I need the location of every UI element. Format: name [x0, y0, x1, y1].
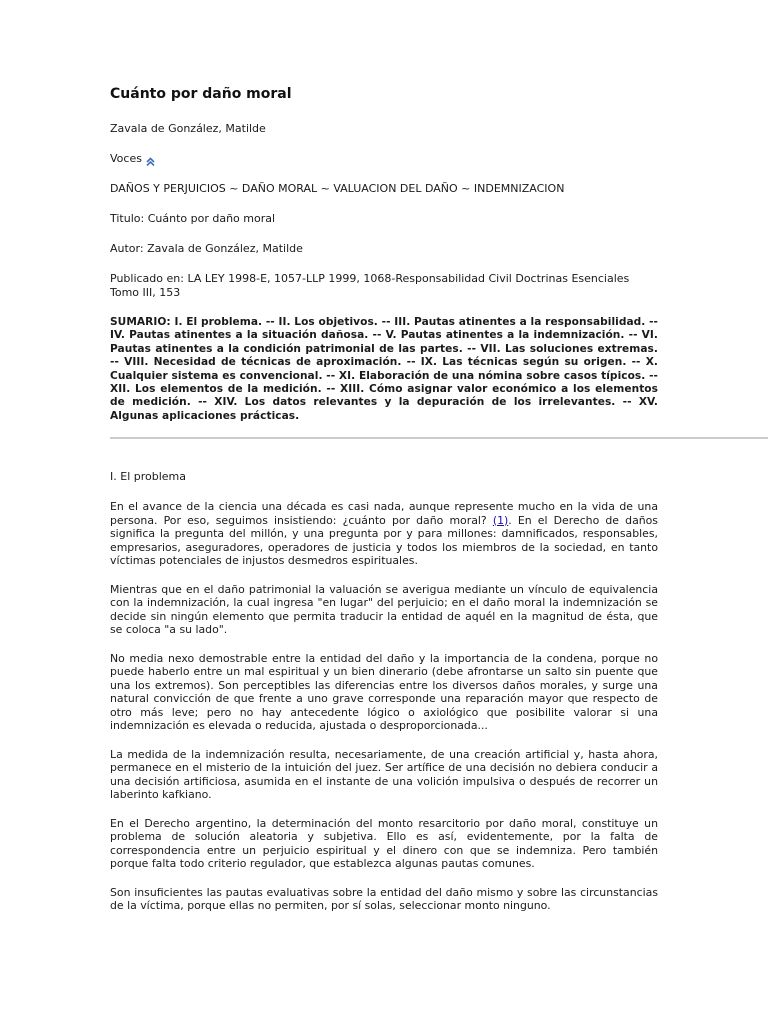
autor-line: Autor: Zavala de González, Matilde [110, 242, 303, 255]
paragraph-6: Son insuficientes las pautas evaluativas sobre la entidad del daño mismo y sobre las circunstancias de la víctima, porque ellas no permiten, por sí solas, seleccionar monto ninguno. [110, 885, 658, 912]
paragraph-1 [110, 500, 658, 568]
publicado-line: Publicado en: LA LEY 1998-E, 1057-LLP 1999, 1068-Responsabilidad Civil Doctrinas Esenciales Tomo III, 153 [110, 272, 630, 299]
paragraph-4: La medida de la indemnización resulta, necesariamente, de una creación artificial y, hasta ahora, permanece en el misterio de la intuición del juez. Ser artífice de una decisión no debiera conducir a una decisión artificiosa, asumida en el instante de una volición impulsiva o después de recorrer un laberinto kafkiano. [110, 747, 658, 801]
voces-row [110, 152, 658, 166]
footnote-link-1[interactable]: (1) [492, 513, 509, 527]
double-chevron-up-icon[interactable] [146, 156, 155, 165]
voces-label[interactable]: Voces [110, 152, 142, 165]
page-title: Cuánto por daño moral [110, 86, 292, 102]
titulo-line: Titulo: Cuánto por daño moral [110, 212, 276, 225]
author-line: Zavala de González, Matilde [110, 122, 266, 135]
paragraph-1-text-a: En el avance de la ciencia una década es casi nada, aunque represente mucho en la vida de una persona. Por eso, seguimos insistiendo: ¿cuánto por daño moral? [110, 500, 658, 527]
article-body [110, 470, 658, 928]
document-header [110, 84, 658, 439]
keywords-line: DAÑOS Y PERJUICIOS ~ DAÑO MORAL ~ VALUACION DEL DAÑO ~ INDEMNIZACION [110, 182, 565, 195]
paragraph-5: En el Derecho argentino, la determinación del monto resarcitorio por daño moral, constituye un problema de solución aleatoria y subjetiva. Ello es así, evidentemente, por la falta de correspondencia entre un perjuicio espiritual y el dinero con que se indemniza. Pero también porque falta todo criterio regulador, que establezca algunas pautas comunes. [110, 816, 658, 870]
paragraph-3: No media nexo demostrable entre la entidad del daño y la importancia de la condena, porque no puede haberlo entre un mal espiritual y un bien dinerario (debe afrontarse un salto sin puente que una los extremos). Son perceptibles las diferencias entre los diversos daños morales, y surge una natural convicción de que frente a uno grave corresponde una reparación mayor que respecto de otro más leve; pero no hay antecedente lógico o axiológico que posibilite valorar si una indemnización es elevada o reducida, ajustada o desproporcionada... [110, 651, 658, 732]
sumario: SUMARIO: I. El problema. -- II. Los objetivos. -- III. Pautas atinentes a la responsabilidad. -- IV. Pautas atinentes a la situación dañosa. -- V. Pautas atinentes a la indemnización. -- VI. Pautas atinentes a la condición patrimonial de las partes. -- VII. Las soluciones extremas. -- VIII. Necesidad de técnicas de aproximación. -- IX. Las técnicas según su origen. -- X. Cualquier sistema es convencional. -- XI. Elaboración de una nómina sobre casos típicos. -- XII. Los elementos de la medición. -- XIII. Cómo asignar valor económico a los elementos de medición. -- XIV. Los datos relevantes y la depuración de los irrelevantes. -- XV. Algunas aplicaciones prácticas. [110, 316, 658, 422]
section-heading: I. El problema [110, 470, 186, 483]
paragraph-2: Mientras que en el daño patrimonial la valuación se averigua mediante un vínculo de equivalencia con la indemnización, la cual ingresa "en lugar" del perjuicio; en el daño moral la indemnización se decide sin ningún elemento que permita traducir la entidad de aquél en la magnitud de ésta, que se coloca "a su lado". [110, 582, 658, 636]
paragraph-1-text-b: . En el Derecho de daños significa la pregunta del millón, y una pregunta por y para millones: damnificados, responsables, empresarios, aseguradores, operadores de justicia y todos los miembros de la sociedad, en tanto víctimas potenciales de injustos desmedros espirituales. [110, 513, 658, 567]
section-divider [110, 437, 768, 439]
